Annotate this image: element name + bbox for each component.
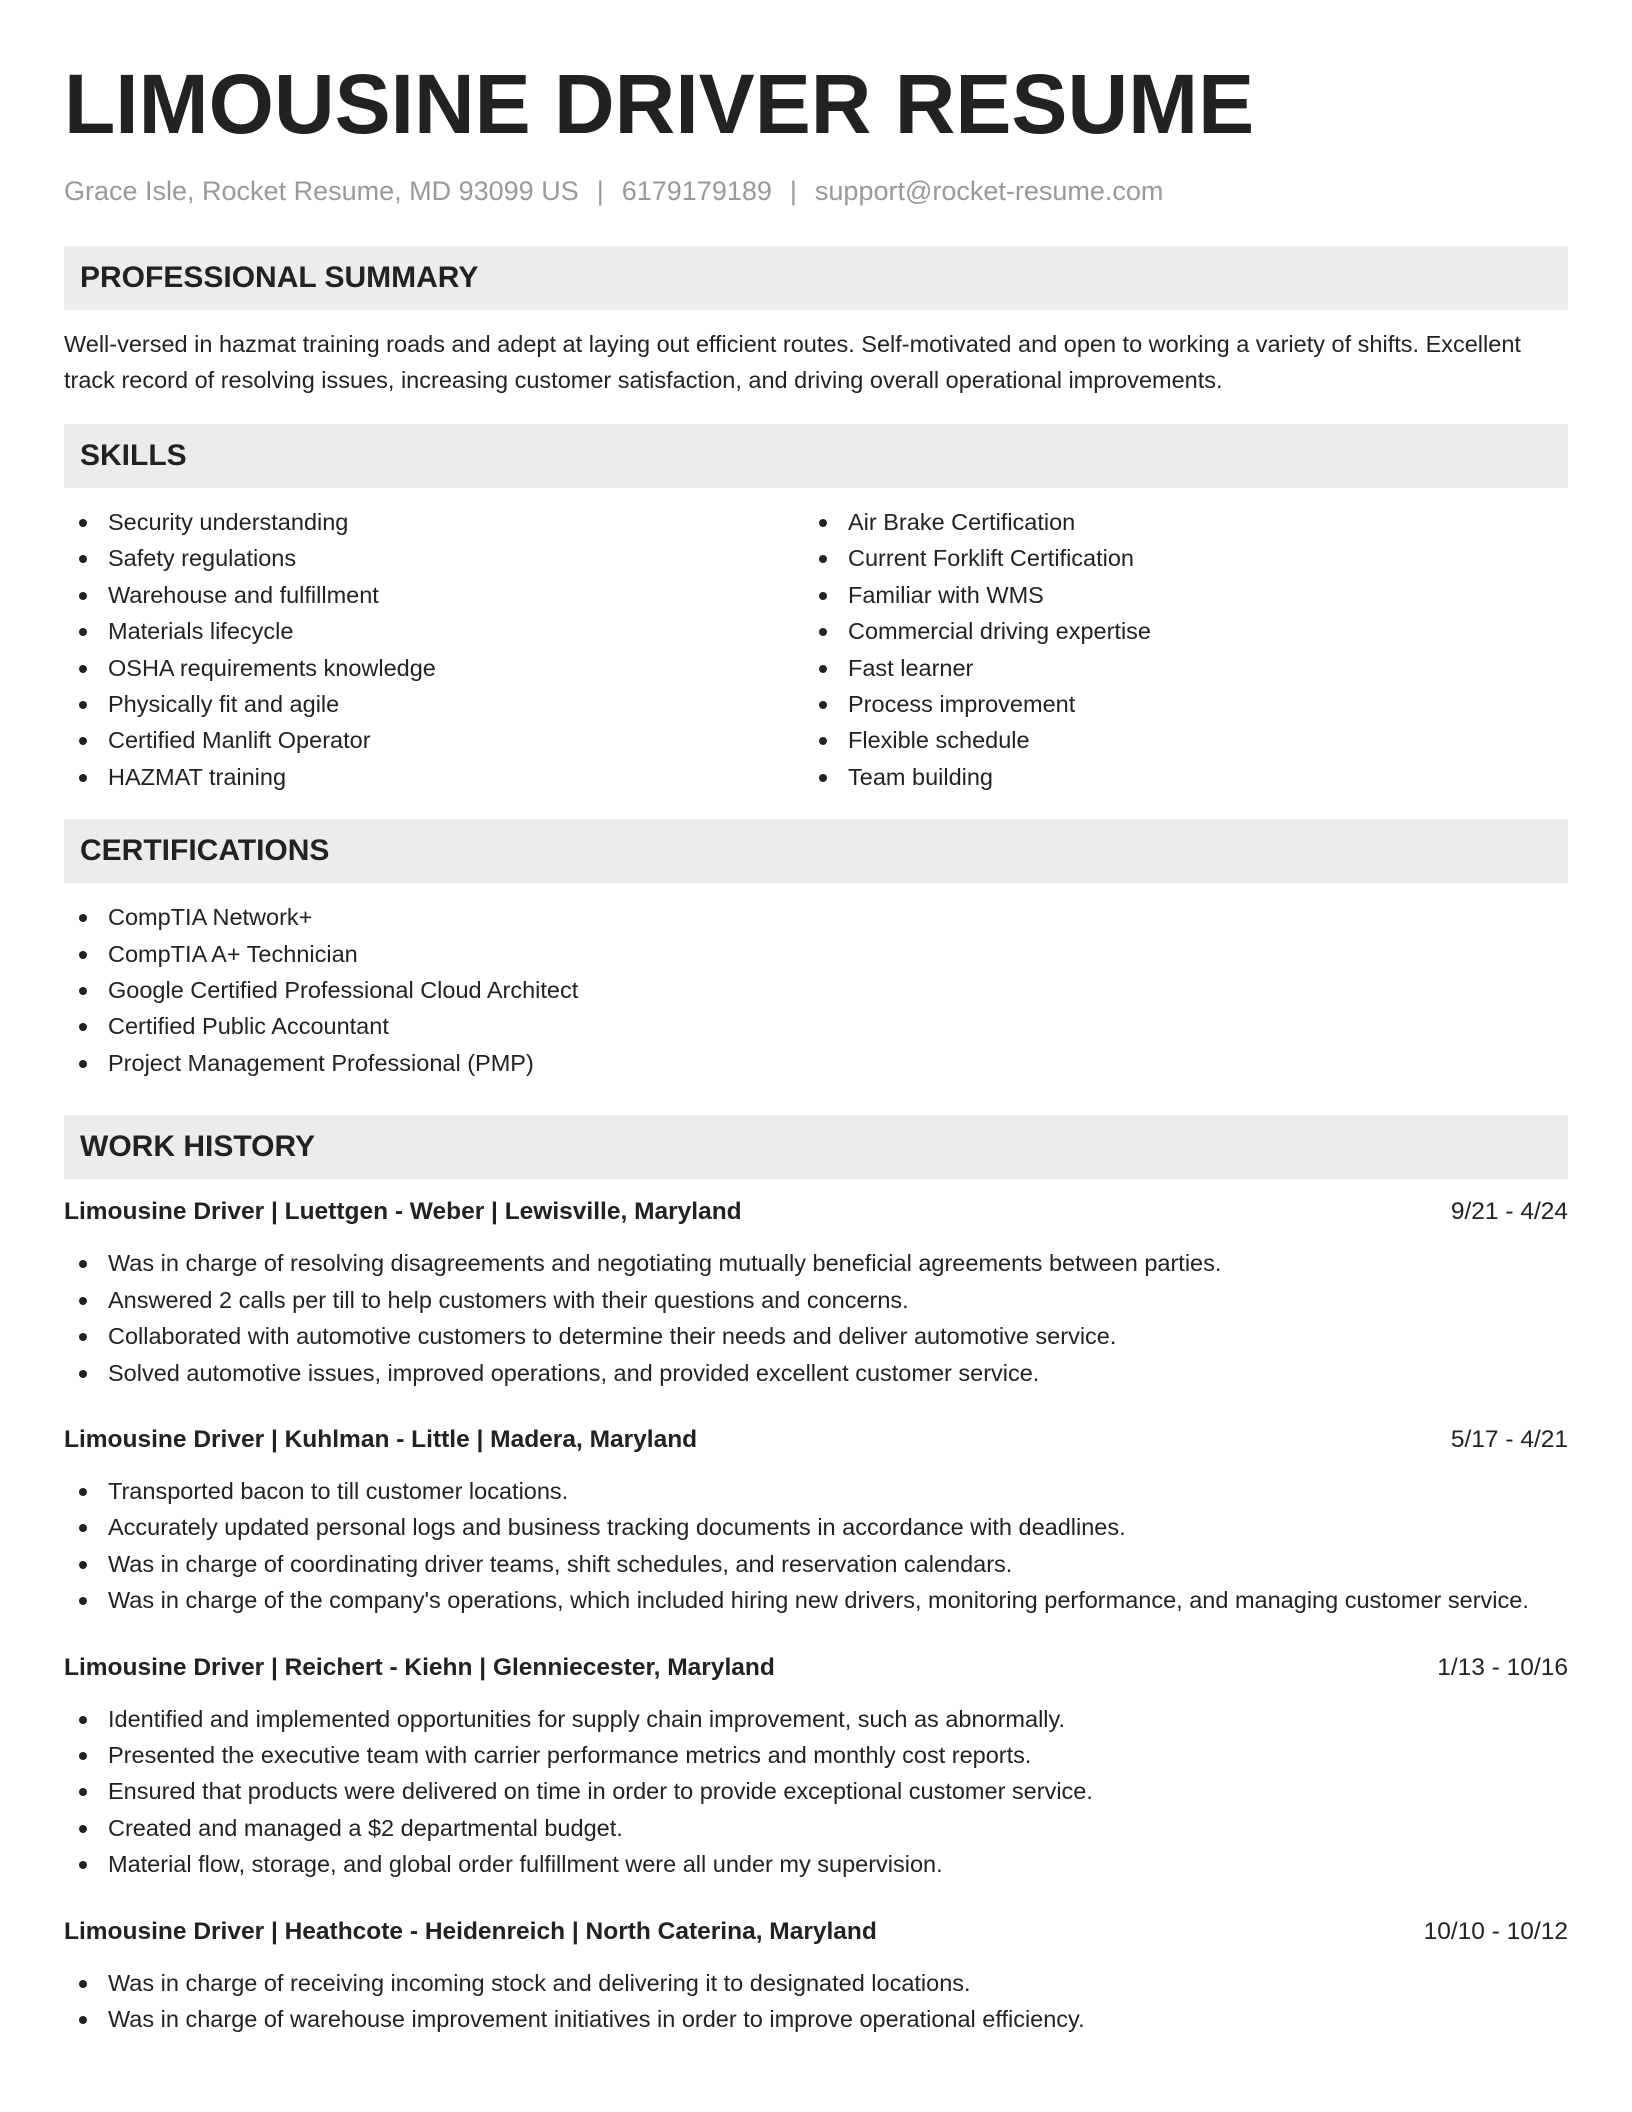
skills-list — [64, 504, 1568, 795]
job-title: Limousine Driver | Heathcote - Heidenreich | North Caterina, Maryland — [64, 1917, 877, 1945]
job-duties — [64, 1245, 1568, 1391]
job-duty: Was in charge of warehouse improvement initiatives in order to improve operational efficiency. — [64, 2001, 1568, 2037]
skill-item: Commercial driving expertise — [804, 613, 1544, 649]
job-entry — [64, 1423, 1568, 1619]
job-dates: 9/21 - 4/24 — [1450, 1198, 1568, 1226]
resume-title: LIMOUSINE DRIVER RESUME — [64, 57, 1255, 151]
skill-item: Safety regulations — [64, 540, 804, 576]
skill-item: Warehouse and fulfillment — [64, 577, 804, 613]
job-duty: Identified and implemented opportunities for supply chain improvement, such as abnormally. — [64, 1701, 1568, 1737]
certification-item: Certified Public Accountant — [64, 1008, 1568, 1044]
skill-item: Familiar with WMS — [804, 577, 1544, 613]
job-dates: 5/17 - 4/21 — [1450, 1425, 1568, 1453]
summary-text: Well-versed in hazmat training roads and adept at laying out efficient routes. Self-motivated and open to working a variety of shifts. Excellent track record of resolving issues, increasing customer satisfaction, and driving overall operational improvements. — [64, 331, 1521, 393]
job-duty: Ensured that products were delivered on time in order to provide exceptional customer service. — [64, 1773, 1568, 1809]
job-duty: Accurately updated personal logs and business tracking documents in accordance with deadlines. — [64, 1509, 1568, 1545]
job-duty: Collaborated with automotive customers to determine their needs and deliver automotive service. — [64, 1318, 1568, 1354]
skill-item: HAZMAT training — [64, 759, 804, 795]
skill-item: OSHA requirements knowledge — [64, 650, 804, 686]
skill-item: Process improvement — [804, 686, 1544, 722]
job-duty: Solved automotive issues, improved operations, and provided excellent customer service. — [64, 1355, 1568, 1391]
job-dates: 1/13 - 10/16 — [1437, 1653, 1568, 1681]
job-duty: Transported bacon to till customer locations. — [64, 1473, 1568, 1509]
job-dates: 10/10 - 10/12 — [1423, 1917, 1568, 1945]
summary-heading: PROFESSIONAL SUMMARY — [64, 246, 1568, 310]
certification-item: CompTIA Network+ — [64, 899, 1568, 935]
job-duties — [64, 1701, 1568, 1883]
job-duty: Created and managed a $2 departmental budget. — [64, 1810, 1568, 1846]
skill-item: Certified Manlift Operator — [64, 722, 804, 758]
certification-item: Google Certified Professional Cloud Architect — [64, 972, 1568, 1008]
skill-item: Current Forklift Certification — [804, 540, 1544, 576]
skills-column-left — [64, 504, 804, 795]
skill-item: Air Brake Certification — [804, 504, 1544, 540]
job-title: Limousine Driver | Reichert - Kiehn | Glenniecester, Maryland — [64, 1653, 775, 1681]
skill-item: Security understanding — [64, 504, 804, 540]
contact-separator: | — [596, 176, 604, 206]
skill-item: Flexible schedule — [804, 722, 1544, 758]
job-entry — [64, 1651, 1568, 1883]
job-duties — [64, 1473, 1568, 1619]
job-header — [64, 1195, 1568, 1229]
certification-item: Project Management Professional (PMP) — [64, 1045, 1568, 1081]
job-header — [64, 1423, 1568, 1457]
skill-item: Team building — [804, 759, 1544, 795]
contact-separator: | — [789, 176, 797, 206]
job-duties — [64, 1965, 1568, 2038]
certification-item: CompTIA A+ Technician — [64, 936, 1568, 972]
skill-item: Fast learner — [804, 650, 1544, 686]
contact-address: Grace Isle, Rocket Resume, MD 93099 US — [64, 176, 579, 206]
contact-phone: 6179179189 — [621, 176, 772, 206]
skills-column-right — [804, 504, 1544, 795]
contact-email: support@rocket-resume.com — [814, 176, 1164, 206]
job-duty: Presented the executive team with carrier performance metrics and monthly cost reports. — [64, 1737, 1568, 1773]
skill-item: Physically fit and agile — [64, 686, 804, 722]
job-duty: Answered 2 calls per till to help customers with their questions and concerns. — [64, 1282, 1568, 1318]
job-header — [64, 1651, 1568, 1685]
job-duty: Was in charge of coordinating driver teams, shift schedules, and reservation calendars. — [64, 1546, 1568, 1582]
job-entry — [64, 1195, 1568, 1391]
job-duty: Was in charge of receiving incoming stock and delivering it to designated locations. — [64, 1965, 1568, 2001]
job-duty: Material flow, storage, and global order fulfillment were all under my supervision. — [64, 1846, 1568, 1882]
job-entry — [64, 1915, 1568, 2038]
job-title: Limousine Driver | Luettgen - Weber | Lewisville, Maryland — [64, 1198, 742, 1226]
certifications-list — [64, 899, 1568, 1081]
work-history-heading: WORK HISTORY — [64, 1115, 1568, 1179]
job-duty: Was in charge of resolving disagreements and negotiating mutually beneficial agreements between parties. — [64, 1245, 1568, 1281]
contact-line — [64, 174, 1568, 208]
skill-item: Materials lifecycle — [64, 613, 804, 649]
certifications-heading: CERTIFICATIONS — [64, 819, 1568, 883]
job-title: Limousine Driver | Kuhlman - Little | Madera, Maryland — [64, 1425, 698, 1453]
job-header — [64, 1915, 1568, 1949]
skills-heading: SKILLS — [64, 424, 1568, 488]
job-duty: Was in charge of the company's operations, which included hiring new drivers, monitoring performance, and managing customer service. — [64, 1582, 1568, 1618]
